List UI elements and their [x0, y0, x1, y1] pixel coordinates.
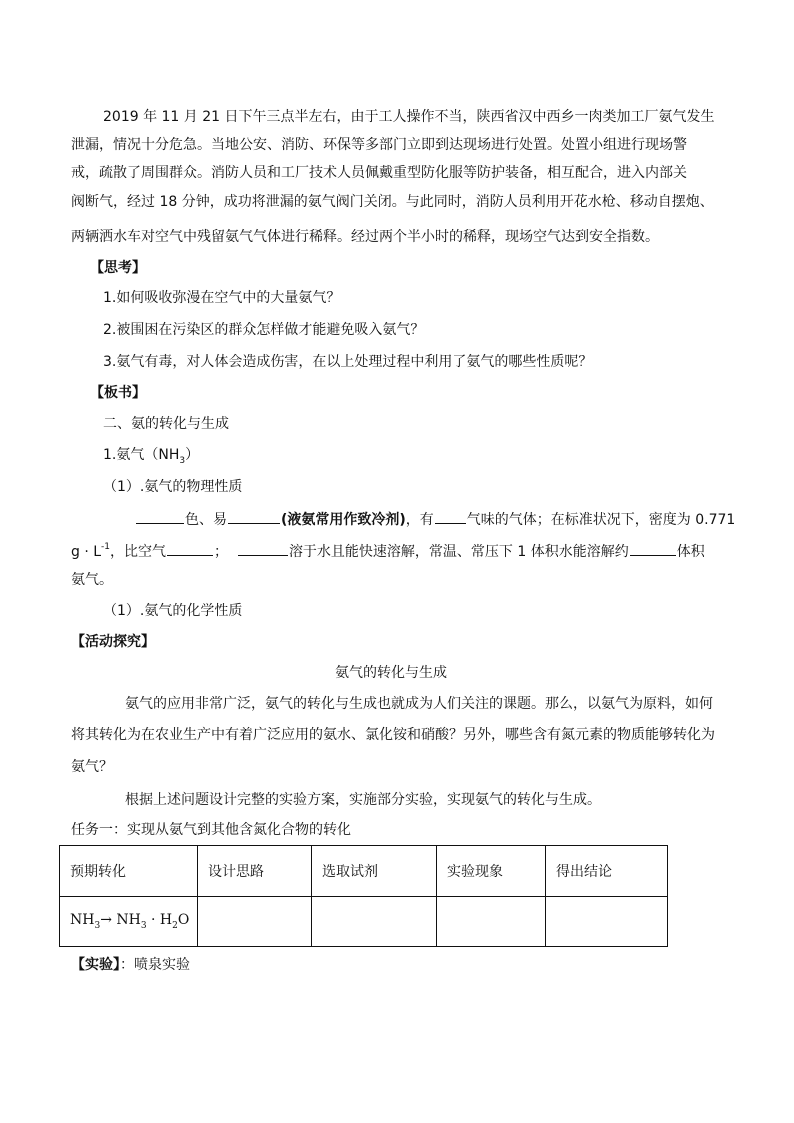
item-ammonia	[103, 445, 199, 471]
design-idea-cell[interactable]	[198, 897, 312, 947]
fill-line-1	[135, 509, 735, 530]
fill-sep: ；	[214, 544, 229, 560]
item-ammonia-sub: 3	[179, 455, 186, 466]
intro-line-2: 泄漏，情况十分危急。当地公安、消防、环保等多部门立即到达现场进行处置。处置小组进行现场警	[71, 137, 687, 153]
activity-title: 氨气的转化与生成	[335, 665, 447, 681]
table-header-cell: 选取试剂	[312, 846, 437, 897]
formula-nh3: NH	[70, 912, 95, 929]
formula-sub: 2	[172, 920, 178, 931]
table-row	[60, 897, 668, 947]
blank-volume[interactable]	[630, 541, 676, 556]
intro-line-4: 阀断气，经过 18 分钟，成功将泄漏的氨气阀门关闭。与此同时，消防人员利用开花水枪、移动自摆炮、	[71, 194, 714, 210]
physical-props-heading: （1）.氨气的物理性质	[103, 479, 243, 495]
fill-color-label: 色、易	[185, 512, 227, 528]
intro-line-1: 2019 年 11 月 21 日下午三点半左右，由于工人操作不当，陕西省汉中西乡一肉类加工厂氨气发生	[103, 109, 715, 125]
expected-conversion-cell	[60, 897, 198, 947]
blank-liquefy[interactable]	[228, 509, 280, 524]
think-question-3: 3.氨气有毒，对人体会造成伤害，在以上处理过程中利用了氨气的哪些性质呢？	[103, 354, 593, 370]
formula-arrow: → NH	[100, 912, 141, 929]
fill-unit: g · L	[71, 544, 102, 560]
chemical-props-heading: （1）.氨气的化学性质	[103, 603, 243, 619]
item-ammonia-text: 1.氨气（NH	[103, 447, 180, 463]
activity-para-3: 氨气？	[71, 759, 113, 775]
fill-note: (液氨常用作致冷剂)	[281, 512, 406, 528]
experiment-text: ：喷泉实验	[120, 957, 190, 973]
item-ammonia-end: ）	[185, 447, 200, 463]
activity-para-4: 根据上述问题设计完整的实验方案，实施部分实验，实现氨气的转化与生成。	[125, 792, 601, 808]
fill-unit-sup: -1	[101, 542, 111, 552]
fill-has: ，有	[405, 512, 434, 528]
blank-dissolve[interactable]	[238, 541, 288, 556]
table-header-cell: 实验现象	[437, 846, 546, 897]
experiment-line	[71, 955, 190, 975]
reagent-cell[interactable]	[312, 897, 437, 947]
blank-color[interactable]	[136, 509, 184, 524]
board-heading: 【板书】	[90, 385, 146, 401]
intro-line-3: 戒，疏散了周围群众。消防人员和工厂技术人员佩戴重型防化服等防护装备，相互配合，进入内部关	[71, 165, 687, 181]
fill-line-3: 氨气。	[71, 572, 113, 588]
task-one-title: 任务一：实现从氨气到其他含氮化合物的转化	[71, 822, 351, 838]
think-heading: 【思考】	[90, 260, 146, 276]
intro-line-5: 两辆洒水车对空气中残留氨气气体进行稀释。经过两个半小时的稀释，现场空气达到安全指数。	[71, 229, 659, 245]
table-header-cell: 设计思路	[198, 846, 312, 897]
table-header-cell: 得出结论	[546, 846, 668, 897]
phenomenon-cell[interactable]	[437, 897, 546, 947]
conversion-table	[59, 845, 668, 947]
blank-compare[interactable]	[167, 541, 213, 556]
conclusion-cell[interactable]	[546, 897, 668, 947]
fill-smell: 气味的气体；在标准状况下，密度为 0.771	[466, 512, 736, 528]
formula-sub: 3	[94, 920, 101, 931]
activity-para-1: 氨气的应用非常广泛，氨气的转化与生成也就成为人们关注的课题。那么，以氨气为原料，如何	[125, 696, 713, 712]
table-header-row	[60, 846, 668, 897]
experiment-heading: 【实验】	[71, 957, 120, 973]
blank-smell[interactable]	[435, 509, 466, 524]
formula-mid: · H	[146, 912, 173, 929]
fill-dissolve: 溶于水且能快速溶解，常温、常压下 1 体积水能溶解约	[288, 544, 629, 560]
think-question-1: 1.如何吸收弥漫在空气中的大量氨气？	[103, 290, 341, 306]
activity-heading: 【活动探究】	[71, 634, 155, 650]
formula-sub: 3	[140, 920, 147, 931]
section-title: 二、氨的转化与生成	[103, 416, 229, 432]
fill-compare: ，比空气	[110, 544, 167, 560]
think-question-2: 2.被围困在污染区的群众怎样做才能避免吸入氨气？	[103, 322, 425, 338]
activity-para-2: 将其转化为在农业生产中有着广泛应用的氨水、氯化铵和硝酸？另外，哪些含有氮元素的物质能够转化为	[71, 727, 715, 743]
table-header-cell: 预期转化	[60, 846, 198, 897]
fill-volume: 体积	[676, 544, 705, 560]
fill-line-2	[71, 541, 705, 562]
formula-end: O	[177, 912, 190, 929]
